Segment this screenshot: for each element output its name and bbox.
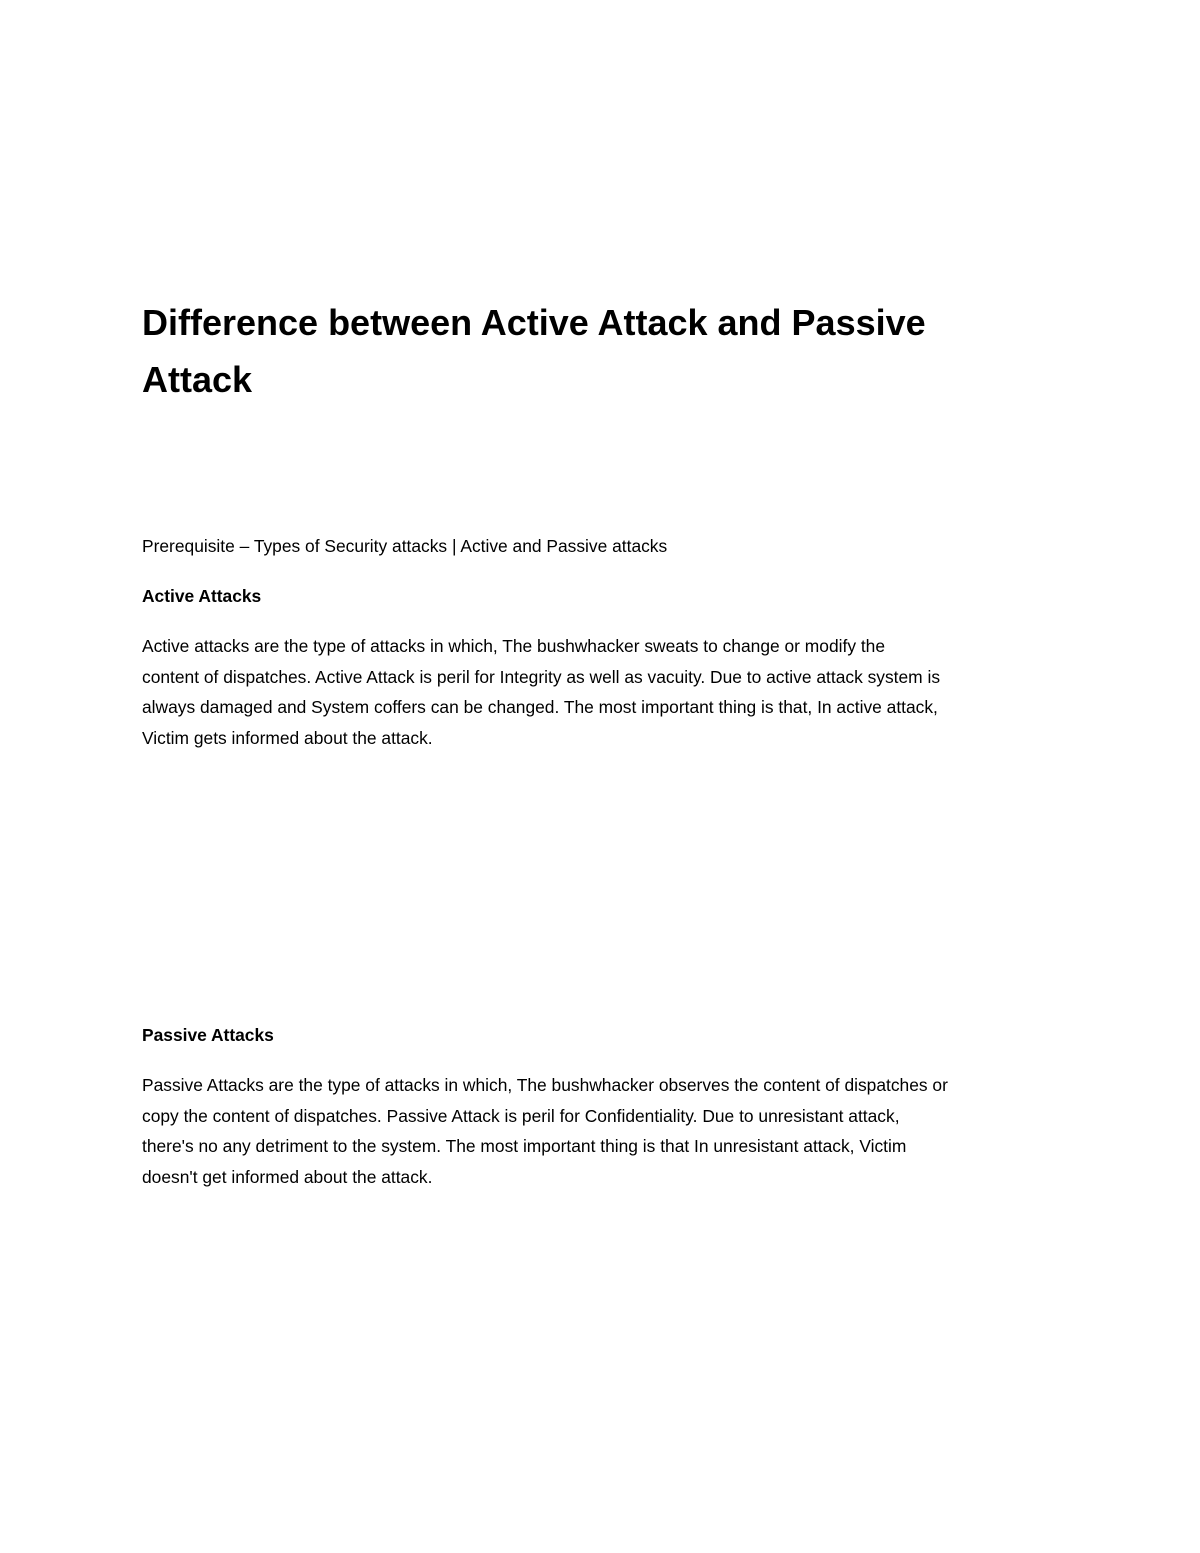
active-attacks-heading: Active Attacks — [142, 586, 262, 606]
active-paragraph-line: Victim gets informed about the attack. — [142, 727, 433, 748]
active-attacks-paragraph — [142, 631, 1062, 753]
passive-paragraph-line: doesn't get informed about the attack. — [142, 1166, 433, 1187]
passive-attacks-paragraph — [142, 1070, 1062, 1192]
passive-attacks-heading: Passive Attacks — [142, 1025, 274, 1045]
passive-paragraph-line: there's no any detriment to the system. The most important thing is that In unresistant attack, Victim — [142, 1136, 907, 1156]
document-title: Difference between Active Attack and Passive Attack — [142, 302, 926, 400]
prerequisite-line: Prerequisite – Types of Security attacks | Active and Passive attacks — [142, 536, 668, 556]
active-paragraph-line: content of dispatches. Active Attack is peril for Integrity as well as vacuity. Due to active attack system is — [142, 666, 941, 687]
passive-paragraph-line: copy the content of dispatches. Passive Attack is peril for Confidentiality. Due to unresistant attack, — [142, 1105, 900, 1126]
active-paragraph-line: Active attacks are the type of attacks in which, The bushwhacker sweats to change or modify the — [142, 636, 886, 656]
passive-paragraph-line: Passive Attacks are the type of attacks in which, The bushwhacker observes the content of dispatches or — [142, 1075, 948, 1095]
active-paragraph-line: always damaged and System coffers can be changed. The most important thing is that, In active attack, — [142, 697, 938, 717]
